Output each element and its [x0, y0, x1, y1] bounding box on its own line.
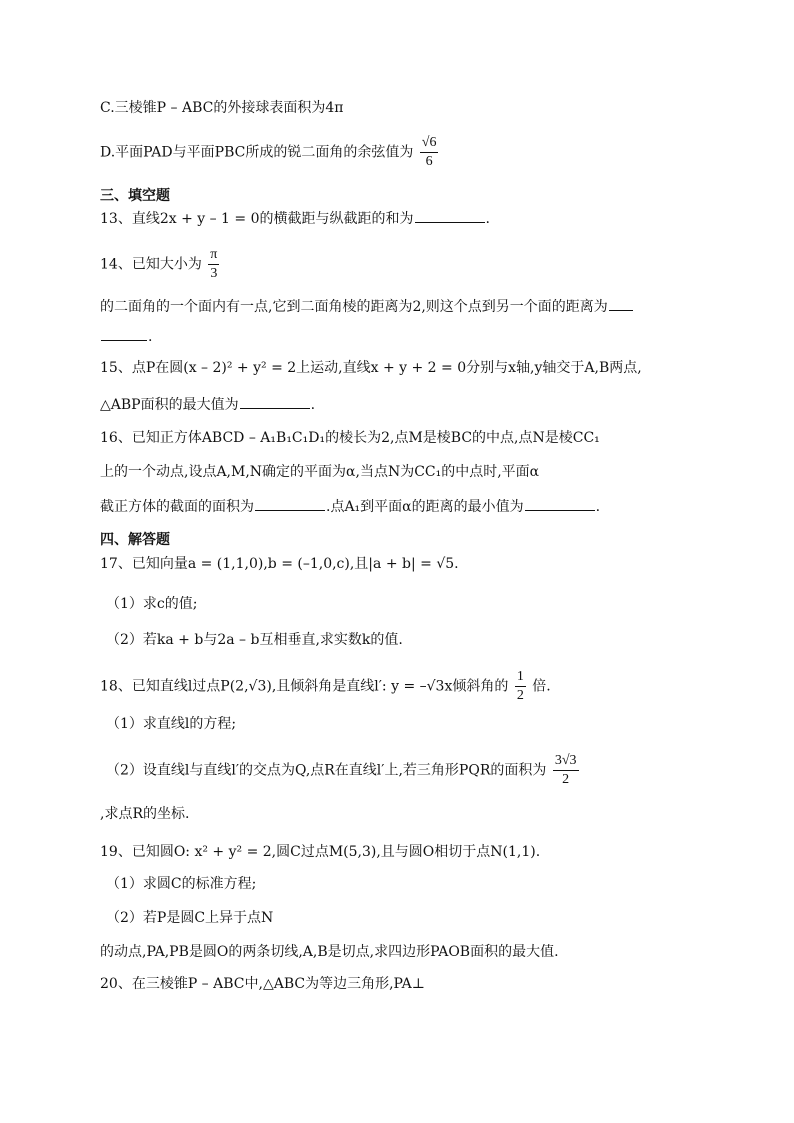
question-14-first-line: [100, 246, 221, 283]
question-16-part-a: 截正方体的截面的面积为: [100, 499, 254, 515]
question-16-third-line: [100, 496, 600, 517]
question-18-numerator: 1: [515, 668, 526, 687]
question-15-end: .: [310, 397, 316, 413]
question-19-part-2: [106, 908, 273, 928]
question-18-fraction: [515, 668, 526, 705]
question-14-body: 的二面角的一个面内有一点,它到二面角棱的距离为2,则这个点到另一个面的距离为: [100, 299, 608, 315]
question-16-part-b: .点A₁到平面α的距离的最小值为: [326, 499, 524, 515]
question-18: [100, 668, 551, 705]
question-13-end: .: [485, 211, 490, 227]
question-13-text: 13、直线2x + y – 1 = 0的横截距与纵截距的和为: [100, 211, 414, 227]
question-18-part-2-fraction: [553, 752, 579, 789]
section-heading-fill-blank: [100, 186, 170, 206]
option-c-text: C.三棱锥P – ABC的外接球表面积为4π: [100, 100, 344, 116]
question-18-part-2-numerator: 3√3: [553, 752, 579, 771]
question-14-third-line: [100, 326, 152, 347]
question-17-part-2: [106, 630, 403, 650]
question-14-denominator: 3: [210, 266, 218, 281]
question-18-end: 倍.: [532, 678, 551, 695]
question-15-text: 15、点P在圆(x – 2)² + y² = 2上运动,直线x + y + 2 = 0分别与x轴,y轴交于A,B两点,: [100, 360, 642, 376]
question-15-second-line: [100, 394, 315, 415]
question-17: [100, 554, 459, 574]
answer-blank: [609, 296, 633, 311]
question-19-text: 19、已知圆O: x² + y² = 2,圆C过点M(5,3),且与圆O相切于点N(1,1).: [100, 844, 541, 860]
question-18-text: 18、已知直线l过点P(2,√3),且倾斜角是直线l′: y = –√3x倾斜角的: [100, 678, 509, 695]
question-18-part-2-denominator: 2: [562, 772, 570, 787]
question-20: [100, 974, 425, 994]
question-18-denominator: 2: [516, 688, 524, 703]
question-14-second-line: [100, 296, 634, 317]
option-d: [100, 134, 440, 171]
question-19-part-1: [106, 874, 256, 894]
question-16-body: 上的一个动点,设点A,M,N确定的平面为α,当点N为CC₁的中点时,平面α: [100, 464, 540, 480]
question-14-numerator: π: [208, 246, 219, 265]
question-19-part-2-continued: [100, 942, 559, 962]
option-d-denominator: 6: [425, 154, 433, 169]
question-13: [100, 208, 490, 229]
question-18-part-2-text: （2）设直线l与直线l′的交点为Q,点R在直线l′上,若三角形PQR的面积为: [106, 762, 547, 779]
question-18-part-2-end: [100, 804, 189, 824]
question-19-part-2-text: （2）若P是圆C上异于点N: [106, 910, 274, 926]
question-14-end: .: [148, 329, 153, 345]
question-17-text: 17、已知向量a = (1,1,0),b = (–1,0,c),且|a + b| = √5.: [100, 556, 459, 572]
answer-blank: [525, 496, 595, 511]
question-19-part-2-tail: 的动点,PA,PB是圆O的两条切线,A,B是切点,求四边形PAOB面积的最大值.: [100, 944, 559, 960]
question-18-part-1: [106, 714, 236, 734]
question-16-end: .: [595, 499, 601, 515]
option-d-text: D.平面PAD与平面PBC所成的锐二面角的余弦值为: [100, 144, 414, 161]
answer-blank: [101, 326, 147, 341]
question-14-fraction: [208, 246, 219, 283]
question-20-text: 20、在三棱锥P – ABC中,△ABC为等边三角形,PA⊥: [100, 976, 425, 992]
section-3-title: 三、填空题: [100, 188, 170, 204]
question-16-text: 16、已知正方体ABCD – A₁B₁C₁D₁的棱长为2,点M是棱BC的中点,点N是棱CC₁: [100, 430, 600, 446]
section-heading-answers: [100, 530, 170, 550]
section-4-title: 四、解答题: [100, 532, 170, 548]
option-d-fraction: [420, 134, 439, 171]
question-17-part-2-text: （2）若ka + b与2a – b互相垂直,求实数k的值.: [106, 632, 403, 648]
question-18-part-2: [106, 752, 581, 789]
question-17-part-1: [106, 594, 197, 614]
option-d-numerator: √6: [420, 134, 439, 153]
question-19-part-1-text: （1）求圆C的标准方程;: [106, 876, 257, 892]
question-17-part-1-text: （1）求c的值;: [106, 596, 198, 612]
question-19: [100, 842, 540, 862]
question-15-first-line: [100, 358, 642, 378]
answer-blank: [240, 394, 310, 409]
question-18-part-2-tail: ,求点R的坐标.: [100, 806, 190, 822]
answer-blank: [415, 208, 485, 223]
question-16-second-line: [100, 462, 539, 482]
answer-blank: [255, 496, 325, 511]
question-15-body: △ABP面积的最大值为: [100, 397, 239, 413]
question-18-part-1-text: （1）求直线l的方程;: [106, 716, 237, 732]
option-c: [100, 98, 343, 118]
question-16-first-line: [100, 428, 600, 448]
question-14-text: 14、已知大小为: [100, 256, 202, 273]
